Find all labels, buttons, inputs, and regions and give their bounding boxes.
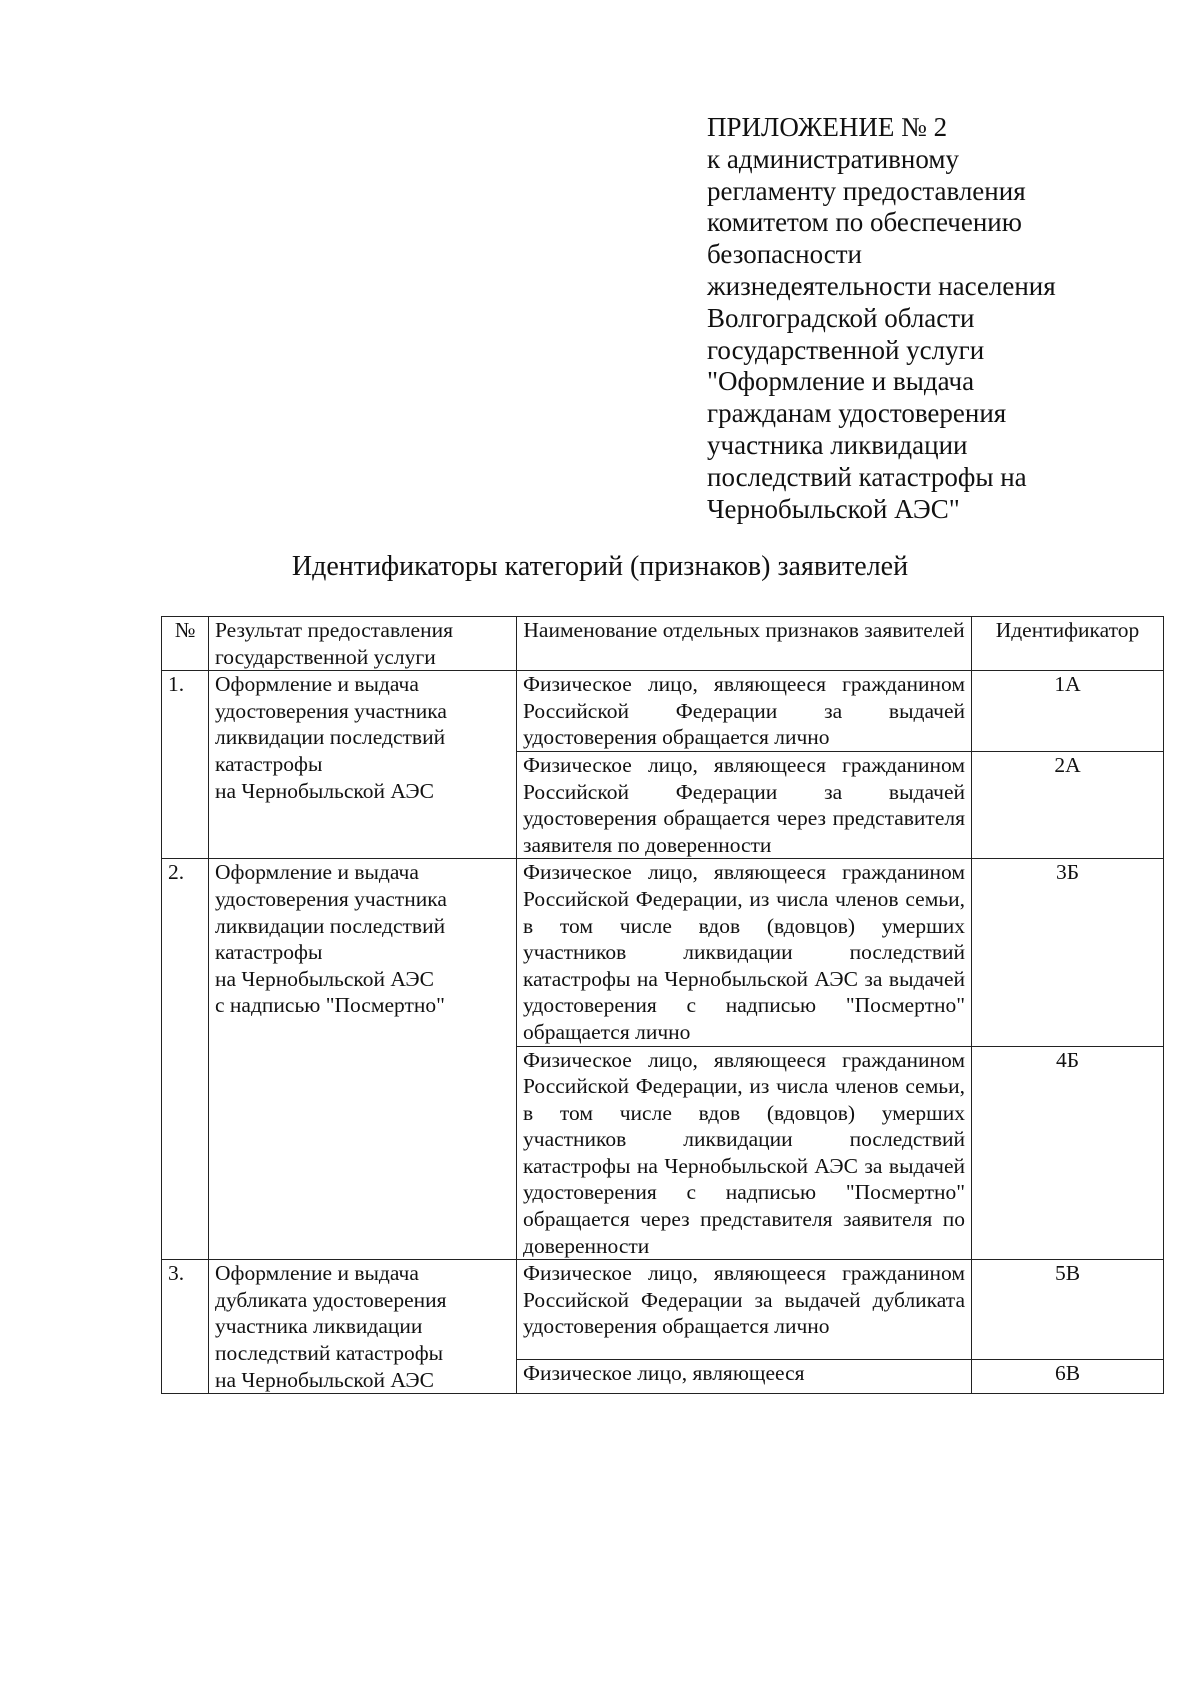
appendix-line: регламенту предоставления: [707, 175, 1026, 206]
result-line: ликвидации последствий: [215, 725, 446, 750]
appendix-line: участника ликвидации: [707, 429, 968, 460]
table-row: [162, 1260, 1164, 1360]
row-number: 3.: [162, 1260, 209, 1394]
appendix-block: [707, 112, 1167, 525]
row-identifier: 1А: [972, 671, 1164, 752]
row-identifier: 3Б: [972, 859, 1164, 1046]
row-result: [209, 859, 517, 1260]
result-line: удостоверения участника: [215, 886, 447, 911]
row-feature: Физическое лицо, являющееся гражданином Российской Федерации за выдачей удостоверения обращается через представителя заявителя по доверенности: [517, 751, 972, 858]
row-feature: Физическое лицо, являющееся гражданином Российской Федерации, из числа членов семьи, в том числе вдов (вдовцов) умерших участников ликвидации последствий катастрофы на Чернобыльской АЭС за выдачей удостоверения с надписью "Посмертно" обращается лично: [517, 859, 972, 1046]
row-identifier: 6В: [972, 1360, 1164, 1394]
result-line: участника ликвидации: [215, 1314, 423, 1339]
identifiers-table: [161, 616, 1164, 1394]
row-number: 2.: [162, 859, 209, 1260]
row-feature: Физическое лицо, являющееся гражданином Российской Федерации, из числа членов семьи, в том числе вдов (вдовцов) умерших участников ликвидации последствий катастрофы на Чернобыльской АЭС за выдачей удостоверения с надписью "Посмертно" обращается через представителя заявителя по доверенности: [517, 1046, 972, 1260]
row-number: 1.: [162, 671, 209, 859]
row-feature: Физическое лицо, являющееся гражданином Российской Федерации за выдачей удостоверения обращается лично: [517, 671, 972, 752]
result-line: удостоверения участника: [215, 698, 447, 723]
table-header-row: [162, 617, 1164, 671]
appendix-line: к административному: [707, 143, 959, 174]
appendix-line: комитетом по обеспечению: [707, 207, 1022, 238]
document-title: Идентификаторы категорий (признаков) заявителей: [291, 551, 909, 582]
row-feature: Физическое лицо, являющееся гражданином Российской Федерации за выдачей дубликата удостоверения обращается лично: [517, 1260, 972, 1360]
row-identifier: 4Б: [972, 1046, 1164, 1260]
header-features: Наименование отдельных признаков заявителей: [517, 617, 972, 671]
appendix-line: безопасности: [707, 239, 862, 270]
header-result-line: государственной услуги: [215, 644, 436, 669]
table-row: [162, 859, 1164, 1046]
result-line: Оформление и выдача: [215, 860, 419, 885]
result-line: на Чернобыльской АЭС: [215, 778, 434, 803]
row-result: [209, 671, 517, 859]
result-line: дубликата удостоверения: [215, 1287, 447, 1312]
header-result-line: Результат предоставления: [215, 618, 453, 642]
appendix-heading: ПРИЛОЖЕНИЕ № 2: [707, 112, 948, 142]
result-line: Оформление и выдача: [215, 1261, 419, 1286]
header-identifier: Идентификатор: [972, 617, 1164, 671]
result-line: последствий катастрофы: [215, 1341, 444, 1366]
appendix-line: Волгоградской области: [707, 302, 975, 333]
appendix-line: последствий катастрофы на: [707, 461, 1027, 492]
appendix-line: жизнедеятельности населения: [707, 270, 1056, 301]
row-identifier: 2А: [972, 751, 1164, 858]
appendix-line: Чернобыльской АЭС": [707, 493, 960, 524]
result-line: с надписью "Посмертно": [215, 993, 445, 1018]
result-line: Оформление и выдача: [215, 672, 419, 697]
row-feature: Физическое лицо, являющееся: [517, 1360, 972, 1394]
result-line: на Чернобыльской АЭС: [215, 1367, 434, 1392]
header-result: [209, 617, 517, 671]
row-identifier: 5В: [972, 1260, 1164, 1360]
header-number: №: [162, 617, 209, 671]
row-result: [209, 1260, 517, 1394]
result-line: катастрофы: [215, 751, 323, 776]
appendix-line: гражданам удостоверения: [707, 398, 1007, 429]
result-line: катастрофы: [215, 940, 323, 965]
result-line: ликвидации последствий: [215, 913, 446, 938]
result-line: на Чернобыльской АЭС: [215, 966, 434, 991]
appendix-line: "Оформление и выдача: [707, 366, 975, 397]
table-row: [162, 671, 1164, 752]
appendix-line: государственной услуги: [707, 334, 985, 365]
